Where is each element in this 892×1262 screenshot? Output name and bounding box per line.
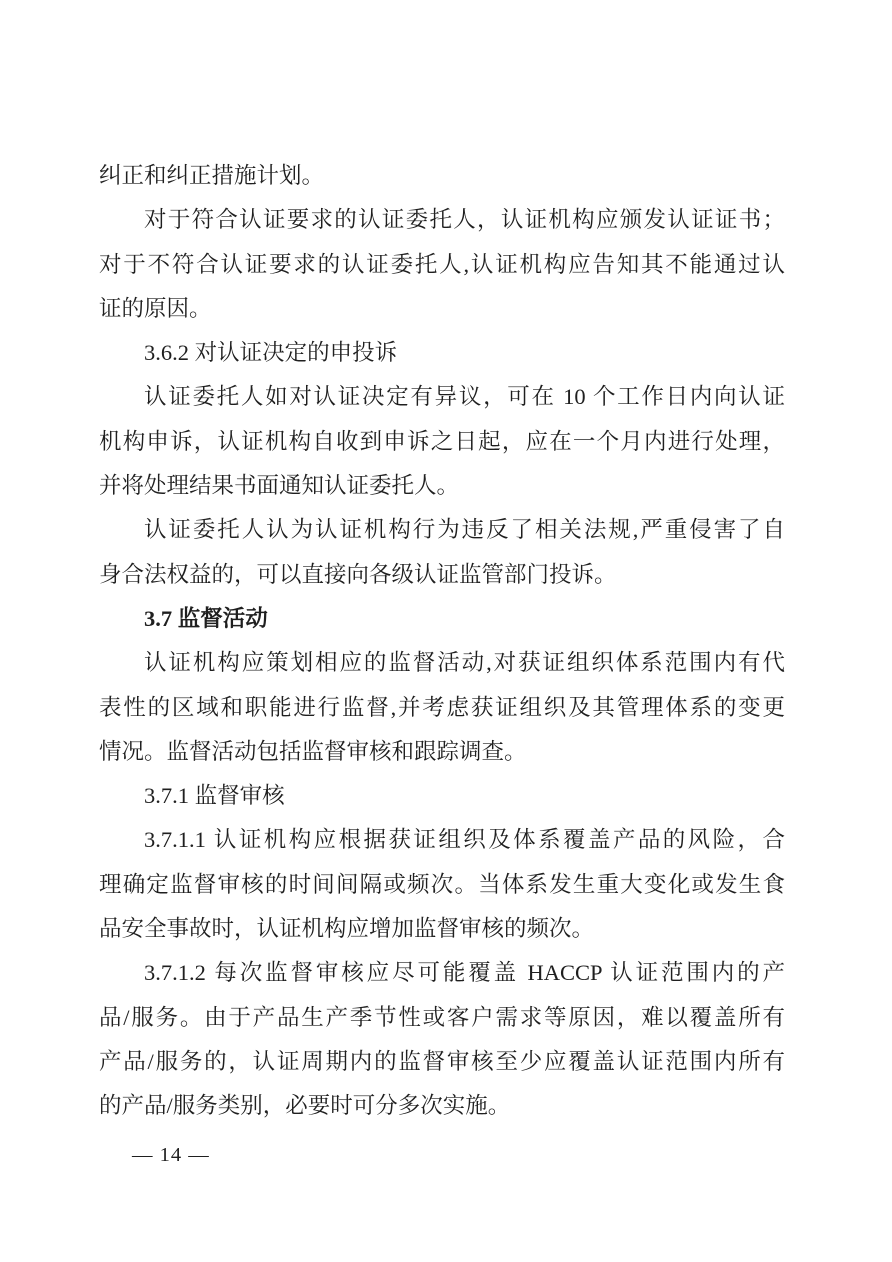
text-line: 品安全事故时，认证机构应增加监督审核的频次。 xyxy=(99,916,595,942)
text-line: 并将处理结果书面通知认证委托人。 xyxy=(99,473,460,499)
text-line: 对于符合认证要求的认证委托人，认证机构应颁发认证证书； xyxy=(144,207,785,233)
text-line: 表性的区域和职能进行监督,并考虑获证组织及其管理体系的变更 xyxy=(99,694,785,720)
text-line: 认证委托人认为认证机构行为违反了相关法规,严重侵害了自 xyxy=(144,517,785,543)
heading-line: 3.7.1 监督审核 xyxy=(144,783,285,809)
paragraph xyxy=(99,951,785,1128)
text-line: 理确定监督审核的时间间隔或频次。当体系发生重大变化或发生食 xyxy=(99,871,785,897)
text-line: 纠正和纠正措施计划。 xyxy=(99,163,325,188)
paragraph xyxy=(99,641,785,774)
heading-line: 3.7 监督活动 xyxy=(144,605,268,631)
text-line: 身合法权益的，可以直接向各级认证监管部门投诉。 xyxy=(99,561,617,587)
text-line: 证的原因。 xyxy=(99,295,212,321)
paragraph xyxy=(99,818,785,951)
paragraph-continuation xyxy=(99,154,785,198)
heading-3-7 xyxy=(99,597,785,641)
heading-3-7-1 xyxy=(99,774,785,818)
text-line: 机构申诉，认证机构自收到申诉之日起，应在一个月内进行处理， xyxy=(99,428,785,454)
paragraph xyxy=(99,198,785,331)
text-line: 认证委托人如对认证决定有异议，可在 10 个工作日内向认证 xyxy=(144,384,785,410)
heading-3-6-2 xyxy=(99,331,785,375)
text-line: 3.7.1.2 每次监督审核应尽可能覆盖 HACCP 认证范围内的产 xyxy=(144,960,785,986)
text-line: 3.7.1.1 认证机构应根据获证组织及体系覆盖产品的风险，合 xyxy=(144,827,785,853)
paragraph xyxy=(99,508,785,597)
text-line: 认证机构应策划相应的监督活动,对获证组织体系范围内有代 xyxy=(144,650,785,676)
text-line: 品/服务。由于产品生产季节性或客户需求等原因，难以覆盖所有 xyxy=(99,1004,785,1030)
text-line: 对于不符合认证要求的认证委托人,认证机构应告知其不能通过认 xyxy=(99,251,785,277)
text-line: 情况。监督活动包括监督审核和跟踪调查。 xyxy=(99,738,527,764)
page-number-footer: — 14 — xyxy=(132,1144,210,1166)
text-line: 产品/服务的，认证周期内的监督审核至少应覆盖认证范围内所有 xyxy=(99,1048,785,1074)
text-line: 的产品/服务类别，必要时可分多次实施。 xyxy=(99,1093,511,1119)
text-content xyxy=(99,154,785,1129)
heading-line: 3.6.2 对认证决定的申投诉 xyxy=(144,340,398,366)
paragraph xyxy=(99,375,785,508)
